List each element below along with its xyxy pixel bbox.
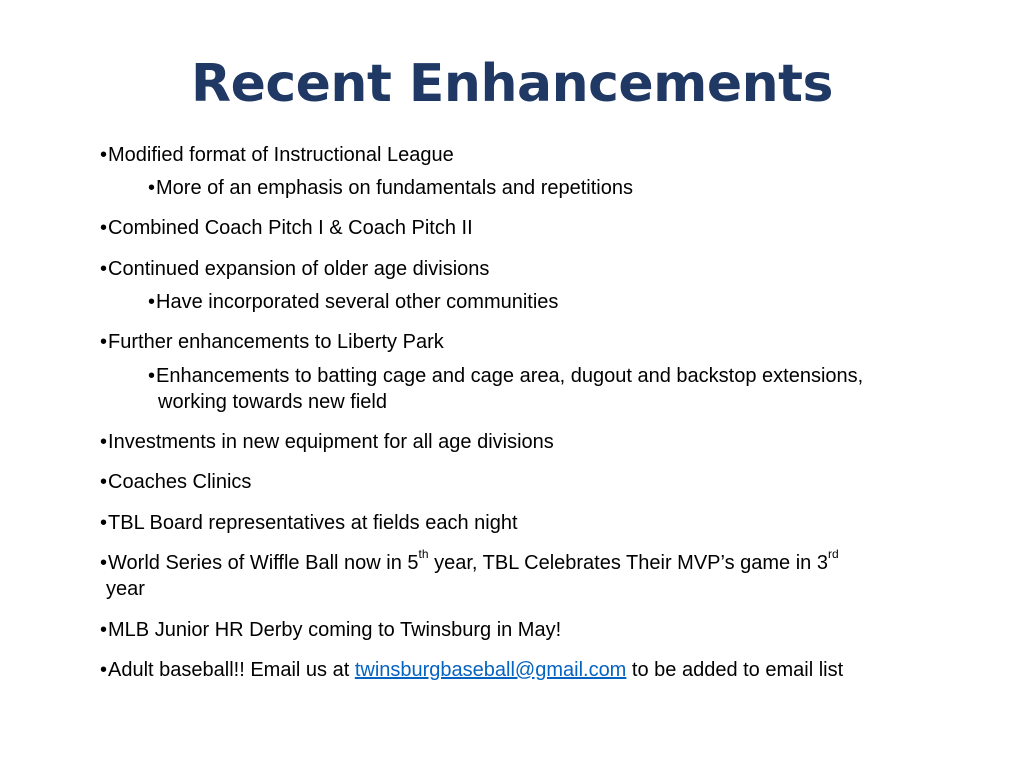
- list-item-text-part: year, TBL Celebrates Their MVP’s game in 3: [428, 552, 828, 574]
- bullet: •: [148, 177, 156, 199]
- bullet: •: [100, 512, 108, 534]
- list-item-text-part: to be added to email list: [626, 659, 844, 681]
- list-item-text: Have incorporated several other communities: [156, 291, 559, 313]
- bullet: •: [100, 331, 108, 353]
- bullet: •: [100, 619, 108, 641]
- list-item-text: Further enhancements to Liberty Park: [108, 331, 444, 353]
- list-item-text: working towards new field: [158, 391, 387, 413]
- list-item: [100, 617, 561, 643]
- list-item: [100, 256, 489, 282]
- list-item-text: Investments in new equipment for all age divisions: [108, 431, 554, 453]
- slide-title: Recent Enhancements: [191, 54, 833, 114]
- list-item: [100, 510, 518, 536]
- bullet: •: [100, 471, 108, 493]
- list-item-continuation: [106, 576, 145, 602]
- list-item-text: MLB Junior HR Derby coming to Twinsburg in May!: [108, 619, 562, 641]
- bullet: •: [100, 431, 108, 453]
- bullet: •: [148, 291, 156, 313]
- list-item: [100, 469, 251, 495]
- list-item-text: Combined Coach Pitch I & Coach Pitch II: [108, 217, 473, 239]
- list-subitem: [148, 175, 633, 201]
- superscript-ordinal: rd: [827, 547, 839, 562]
- list-item-text: Modified format of Instructional League: [108, 144, 454, 166]
- list-item: [100, 142, 454, 168]
- list-item-text: TBL Board representatives at fields each night: [108, 512, 518, 534]
- bullet: •: [100, 659, 108, 681]
- list-subitem-continuation: [158, 389, 387, 415]
- list-item-text: Enhancements to batting cage and cage area, dugout and backstop extensions,: [156, 365, 864, 387]
- bullet: •: [148, 365, 156, 387]
- bullet: •: [100, 552, 108, 574]
- list-item: [100, 547, 839, 576]
- superscript-ordinal: th: [418, 547, 429, 562]
- list-item-text: Continued expansion of older age divisions: [108, 258, 490, 280]
- list-item-text: More of an emphasis on fundamentals and repetitions: [156, 177, 633, 199]
- list-item: [100, 329, 444, 355]
- bullet: •: [100, 144, 108, 166]
- list-item: [100, 429, 554, 455]
- list-item-text-part: World Series of Wiffle Ball now in 5: [108, 552, 419, 574]
- list-item-text: year: [106, 578, 145, 600]
- list-item: [100, 215, 473, 241]
- email-link[interactable]: twinsburgbaseball@gmail.com: [354, 659, 627, 681]
- list-subitem: [148, 289, 558, 315]
- list-item-text-part: Adult baseball!! Email us at: [108, 659, 355, 681]
- list-subitem: [148, 363, 863, 389]
- bullet: •: [100, 217, 108, 239]
- list-item-text: Coaches Clinics: [108, 471, 252, 493]
- bullet: •: [100, 258, 108, 280]
- list-item: [100, 657, 843, 683]
